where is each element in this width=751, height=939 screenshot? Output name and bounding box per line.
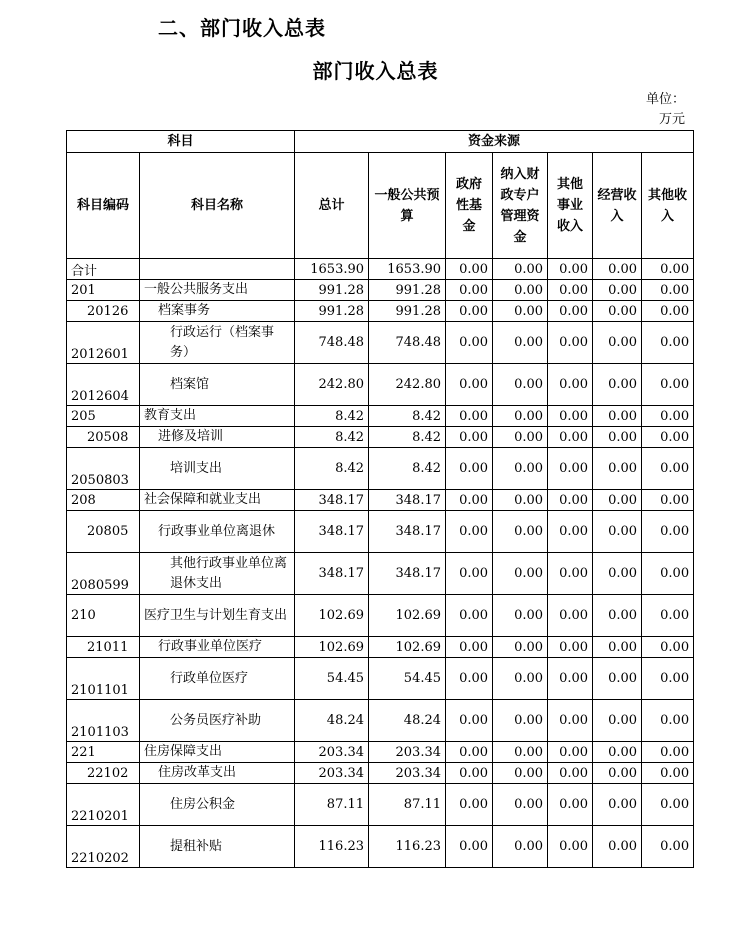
- fiscal-special-cell: 0.00: [493, 490, 548, 511]
- subject-name-cell: 住房改革支出: [140, 763, 295, 784]
- total-cell: 102.69: [295, 595, 369, 637]
- other-income-cell: 0.00: [642, 637, 694, 658]
- fiscal-special-cell: 0.00: [493, 511, 548, 553]
- subject-code-cell: 2101101: [67, 658, 140, 700]
- other-business-cell: 0.00: [548, 763, 593, 784]
- header-general-budget: 一般公共预算: [369, 153, 446, 259]
- unit-label: [646, 90, 685, 130]
- other-business-cell: 0.00: [548, 490, 593, 511]
- operating-cell: 0.00: [593, 280, 642, 301]
- general-budget-cell: 8.42: [369, 406, 446, 427]
- operating-cell: 0.00: [593, 511, 642, 553]
- operating-cell: 0.00: [593, 490, 642, 511]
- other-business-cell: 0.00: [548, 553, 593, 595]
- total-cell: 348.17: [295, 511, 369, 553]
- table-row: [67, 427, 694, 448]
- operating-cell: 0.00: [593, 301, 642, 322]
- total-cell: 203.34: [295, 742, 369, 763]
- fiscal-special-cell: 0.00: [493, 301, 548, 322]
- other-business-cell: 0.00: [548, 637, 593, 658]
- subject-name-cell: 一般公共服务支出: [140, 280, 295, 301]
- subject-code-cell: 20508: [67, 427, 140, 448]
- subject-name-cell: 行政单位医疗: [140, 658, 295, 700]
- table-row: [67, 784, 694, 826]
- other-business-cell: 0.00: [548, 784, 593, 826]
- table-row: [67, 700, 694, 742]
- header-other-business: 其他事业收入: [548, 153, 593, 259]
- subject-name-cell: 其他行政事业单位离退休支出: [140, 553, 295, 595]
- subject-code-cell: 210: [67, 595, 140, 637]
- header-gov-fund: 政府性基金: [446, 153, 493, 259]
- subject-code-cell: 20805: [67, 511, 140, 553]
- subject-code-cell: 205: [67, 406, 140, 427]
- table-row: [67, 259, 694, 280]
- fiscal-special-cell: 0.00: [493, 448, 548, 490]
- total-cell: 991.28: [295, 280, 369, 301]
- other-business-cell: 0.00: [548, 259, 593, 280]
- total-cell: 8.42: [295, 448, 369, 490]
- gov-fund-cell: 0.00: [446, 511, 493, 553]
- gov-fund-cell: 0.00: [446, 427, 493, 448]
- gov-fund-cell: 0.00: [446, 406, 493, 427]
- fiscal-special-cell: 0.00: [493, 742, 548, 763]
- header-other: 其他收入: [642, 153, 694, 259]
- other-income-cell: 0.00: [642, 595, 694, 637]
- subject-code-cell: 2012604: [67, 364, 140, 406]
- other-income-cell: 0.00: [642, 490, 694, 511]
- other-business-cell: 0.00: [548, 595, 593, 637]
- total-cell: 8.42: [295, 427, 369, 448]
- other-income-cell: 0.00: [642, 259, 694, 280]
- total-cell: 1653.90: [295, 259, 369, 280]
- operating-cell: 0.00: [593, 364, 642, 406]
- table-row: [67, 490, 694, 511]
- subject-code-cell: 2101103: [67, 700, 140, 742]
- gov-fund-cell: 0.00: [446, 637, 493, 658]
- general-budget-cell: 748.48: [369, 322, 446, 364]
- general-budget-cell: 8.42: [369, 427, 446, 448]
- subject-code-cell: 2080599: [67, 553, 140, 595]
- fiscal-special-cell: 0.00: [493, 553, 548, 595]
- fiscal-special-cell: 0.00: [493, 700, 548, 742]
- subject-code-cell: 21011: [67, 637, 140, 658]
- unit-label-line1: 单位：: [645, 92, 685, 107]
- table-row: [67, 763, 694, 784]
- gov-fund-cell: 0.00: [446, 700, 493, 742]
- gov-fund-cell: 0.00: [446, 826, 493, 868]
- other-income-cell: 0.00: [642, 511, 694, 553]
- other-business-cell: 0.00: [548, 448, 593, 490]
- header-fiscal-special: 纳入财政专户管理资金: [493, 153, 548, 259]
- general-budget-cell: 203.34: [369, 742, 446, 763]
- header-row-top: [67, 131, 694, 153]
- other-business-cell: 0.00: [548, 280, 593, 301]
- subject-code-cell: 2210201: [67, 784, 140, 826]
- other-income-cell: 0.00: [642, 448, 694, 490]
- other-income-cell: 0.00: [642, 427, 694, 448]
- subject-name-cell: 住房保障支出: [140, 742, 295, 763]
- subject-name-cell: 行政运行（档案事务）: [140, 322, 295, 364]
- subject-code-cell: 2050803: [67, 448, 140, 490]
- table-row: [67, 595, 694, 637]
- gov-fund-cell: 0.00: [446, 784, 493, 826]
- other-income-cell: 0.00: [642, 658, 694, 700]
- other-income-cell: 0.00: [642, 784, 694, 826]
- other-business-cell: 0.00: [548, 301, 593, 322]
- subject-code-cell: 2012601: [67, 322, 140, 364]
- fiscal-special-cell: 0.00: [493, 595, 548, 637]
- gov-fund-cell: 0.00: [446, 553, 493, 595]
- other-income-cell: 0.00: [642, 280, 694, 301]
- other-income-cell: 0.00: [642, 364, 694, 406]
- total-cell: 748.48: [295, 322, 369, 364]
- fiscal-special-cell: 0.00: [493, 259, 548, 280]
- subject-name-cell: 住房公积金: [140, 784, 295, 826]
- general-budget-cell: 102.69: [369, 595, 446, 637]
- total-cell: 54.45: [295, 658, 369, 700]
- general-budget-cell: 348.17: [369, 511, 446, 553]
- subject-name-cell: 提租补贴: [140, 826, 295, 868]
- total-cell: 87.11: [295, 784, 369, 826]
- subject-name-cell: 行政事业单位医疗: [140, 637, 295, 658]
- fiscal-special-cell: 0.00: [493, 763, 548, 784]
- operating-cell: 0.00: [593, 742, 642, 763]
- general-budget-cell: 991.28: [369, 301, 446, 322]
- operating-cell: 0.00: [593, 700, 642, 742]
- other-income-cell: 0.00: [642, 763, 694, 784]
- subject-name-cell: 进修及培训: [140, 427, 295, 448]
- operating-cell: 0.00: [593, 553, 642, 595]
- fiscal-special-cell: 0.00: [493, 637, 548, 658]
- other-income-cell: 0.00: [642, 700, 694, 742]
- fiscal-special-cell: 0.00: [493, 322, 548, 364]
- gov-fund-cell: 0.00: [446, 658, 493, 700]
- general-budget-cell: 48.24: [369, 700, 446, 742]
- gov-fund-cell: 0.00: [446, 490, 493, 511]
- table-row: [67, 511, 694, 553]
- other-business-cell: 0.00: [548, 700, 593, 742]
- general-budget-cell: 1653.90: [369, 259, 446, 280]
- fiscal-special-cell: 0.00: [493, 826, 548, 868]
- general-budget-cell: 348.17: [369, 490, 446, 511]
- gov-fund-cell: 0.00: [446, 322, 493, 364]
- operating-cell: 0.00: [593, 595, 642, 637]
- general-budget-cell: 203.34: [369, 763, 446, 784]
- header-subject: 科目: [67, 131, 295, 153]
- subject-name-cell: 教育支出: [140, 406, 295, 427]
- unit-label-line2: 万元: [658, 112, 685, 127]
- other-business-cell: 0.00: [548, 511, 593, 553]
- subject-name-cell: [140, 259, 295, 280]
- subject-name-cell: 行政事业单位离退休: [140, 511, 295, 553]
- table-row: [67, 448, 694, 490]
- subject-code-cell: 20126: [67, 301, 140, 322]
- subject-code-cell: 22102: [67, 763, 140, 784]
- other-income-cell: 0.00: [642, 406, 694, 427]
- header-row-columns: [67, 153, 694, 259]
- operating-cell: 0.00: [593, 826, 642, 868]
- subject-name-cell: 培训支出: [140, 448, 295, 490]
- subject-name-cell: 社会保障和就业支出: [140, 490, 295, 511]
- general-budget-cell: 8.42: [369, 448, 446, 490]
- total-cell: 242.80: [295, 364, 369, 406]
- subject-name-cell: 档案事务: [140, 301, 295, 322]
- subject-code-cell: 2210202: [67, 826, 140, 868]
- table-row: [67, 553, 694, 595]
- operating-cell: 0.00: [593, 658, 642, 700]
- other-business-cell: 0.00: [548, 427, 593, 448]
- total-cell: 348.17: [295, 553, 369, 595]
- total-cell: 348.17: [295, 490, 369, 511]
- table-row: [67, 364, 694, 406]
- section-title: 二、部门收入总表: [158, 16, 326, 40]
- general-budget-cell: 102.69: [369, 637, 446, 658]
- operating-cell: 0.00: [593, 784, 642, 826]
- other-business-cell: 0.00: [548, 658, 593, 700]
- operating-cell: 0.00: [593, 406, 642, 427]
- fiscal-special-cell: 0.00: [493, 406, 548, 427]
- fiscal-special-cell: 0.00: [493, 784, 548, 826]
- table-row: [67, 280, 694, 301]
- gov-fund-cell: 0.00: [446, 280, 493, 301]
- other-business-cell: 0.00: [548, 406, 593, 427]
- other-business-cell: 0.00: [548, 322, 593, 364]
- subject-code-cell: 201: [67, 280, 140, 301]
- total-cell: 991.28: [295, 301, 369, 322]
- other-business-cell: 0.00: [548, 826, 593, 868]
- fiscal-special-cell: 0.00: [493, 364, 548, 406]
- table-row: [67, 301, 694, 322]
- other-income-cell: 0.00: [642, 301, 694, 322]
- fiscal-special-cell: 0.00: [493, 658, 548, 700]
- income-summary-table: [66, 130, 694, 868]
- subject-code-cell: 221: [67, 742, 140, 763]
- header-name: 科目名称: [140, 153, 295, 259]
- subject-name-cell: 档案馆: [140, 364, 295, 406]
- fiscal-special-cell: 0.00: [493, 427, 548, 448]
- general-budget-cell: 991.28: [369, 280, 446, 301]
- table-row: [67, 637, 694, 658]
- header-code: 科目编码: [67, 153, 140, 259]
- table-row: [67, 826, 694, 868]
- header-funding-source: 资金来源: [295, 131, 694, 153]
- header-total: 总计: [295, 153, 369, 259]
- operating-cell: 0.00: [593, 448, 642, 490]
- total-cell: 8.42: [295, 406, 369, 427]
- table-row: [67, 658, 694, 700]
- fiscal-special-cell: 0.00: [493, 280, 548, 301]
- document-title: 部门收入总表: [312, 59, 439, 83]
- other-income-cell: 0.00: [642, 322, 694, 364]
- operating-cell: 0.00: [593, 259, 642, 280]
- operating-cell: 0.00: [593, 322, 642, 364]
- other-income-cell: 0.00: [642, 553, 694, 595]
- table-row: [67, 406, 694, 427]
- operating-cell: 0.00: [593, 763, 642, 784]
- gov-fund-cell: 0.00: [446, 595, 493, 637]
- operating-cell: 0.00: [593, 427, 642, 448]
- operating-cell: 0.00: [593, 637, 642, 658]
- header-operating: 经营收入: [593, 153, 642, 259]
- general-budget-cell: 54.45: [369, 658, 446, 700]
- total-cell: 102.69: [295, 637, 369, 658]
- gov-fund-cell: 0.00: [446, 259, 493, 280]
- gov-fund-cell: 0.00: [446, 364, 493, 406]
- general-budget-cell: 348.17: [369, 553, 446, 595]
- total-cell: 48.24: [295, 700, 369, 742]
- general-budget-cell: 87.11: [369, 784, 446, 826]
- gov-fund-cell: 0.00: [446, 448, 493, 490]
- general-budget-cell: 242.80: [369, 364, 446, 406]
- subject-name-cell: 公务员医疗补助: [140, 700, 295, 742]
- other-business-cell: 0.00: [548, 364, 593, 406]
- gov-fund-cell: 0.00: [446, 742, 493, 763]
- table-row: [67, 322, 694, 364]
- subject-name-cell: 医疗卫生与计划生育支出: [140, 595, 295, 637]
- total-cell: 203.34: [295, 763, 369, 784]
- other-income-cell: 0.00: [642, 826, 694, 868]
- table-row: [67, 742, 694, 763]
- general-budget-cell: 116.23: [369, 826, 446, 868]
- subject-code-cell: 合计: [67, 259, 140, 280]
- other-income-cell: 0.00: [642, 742, 694, 763]
- subject-code-cell: 208: [67, 490, 140, 511]
- gov-fund-cell: 0.00: [446, 763, 493, 784]
- total-cell: 116.23: [295, 826, 369, 868]
- gov-fund-cell: 0.00: [446, 301, 493, 322]
- other-business-cell: 0.00: [548, 742, 593, 763]
